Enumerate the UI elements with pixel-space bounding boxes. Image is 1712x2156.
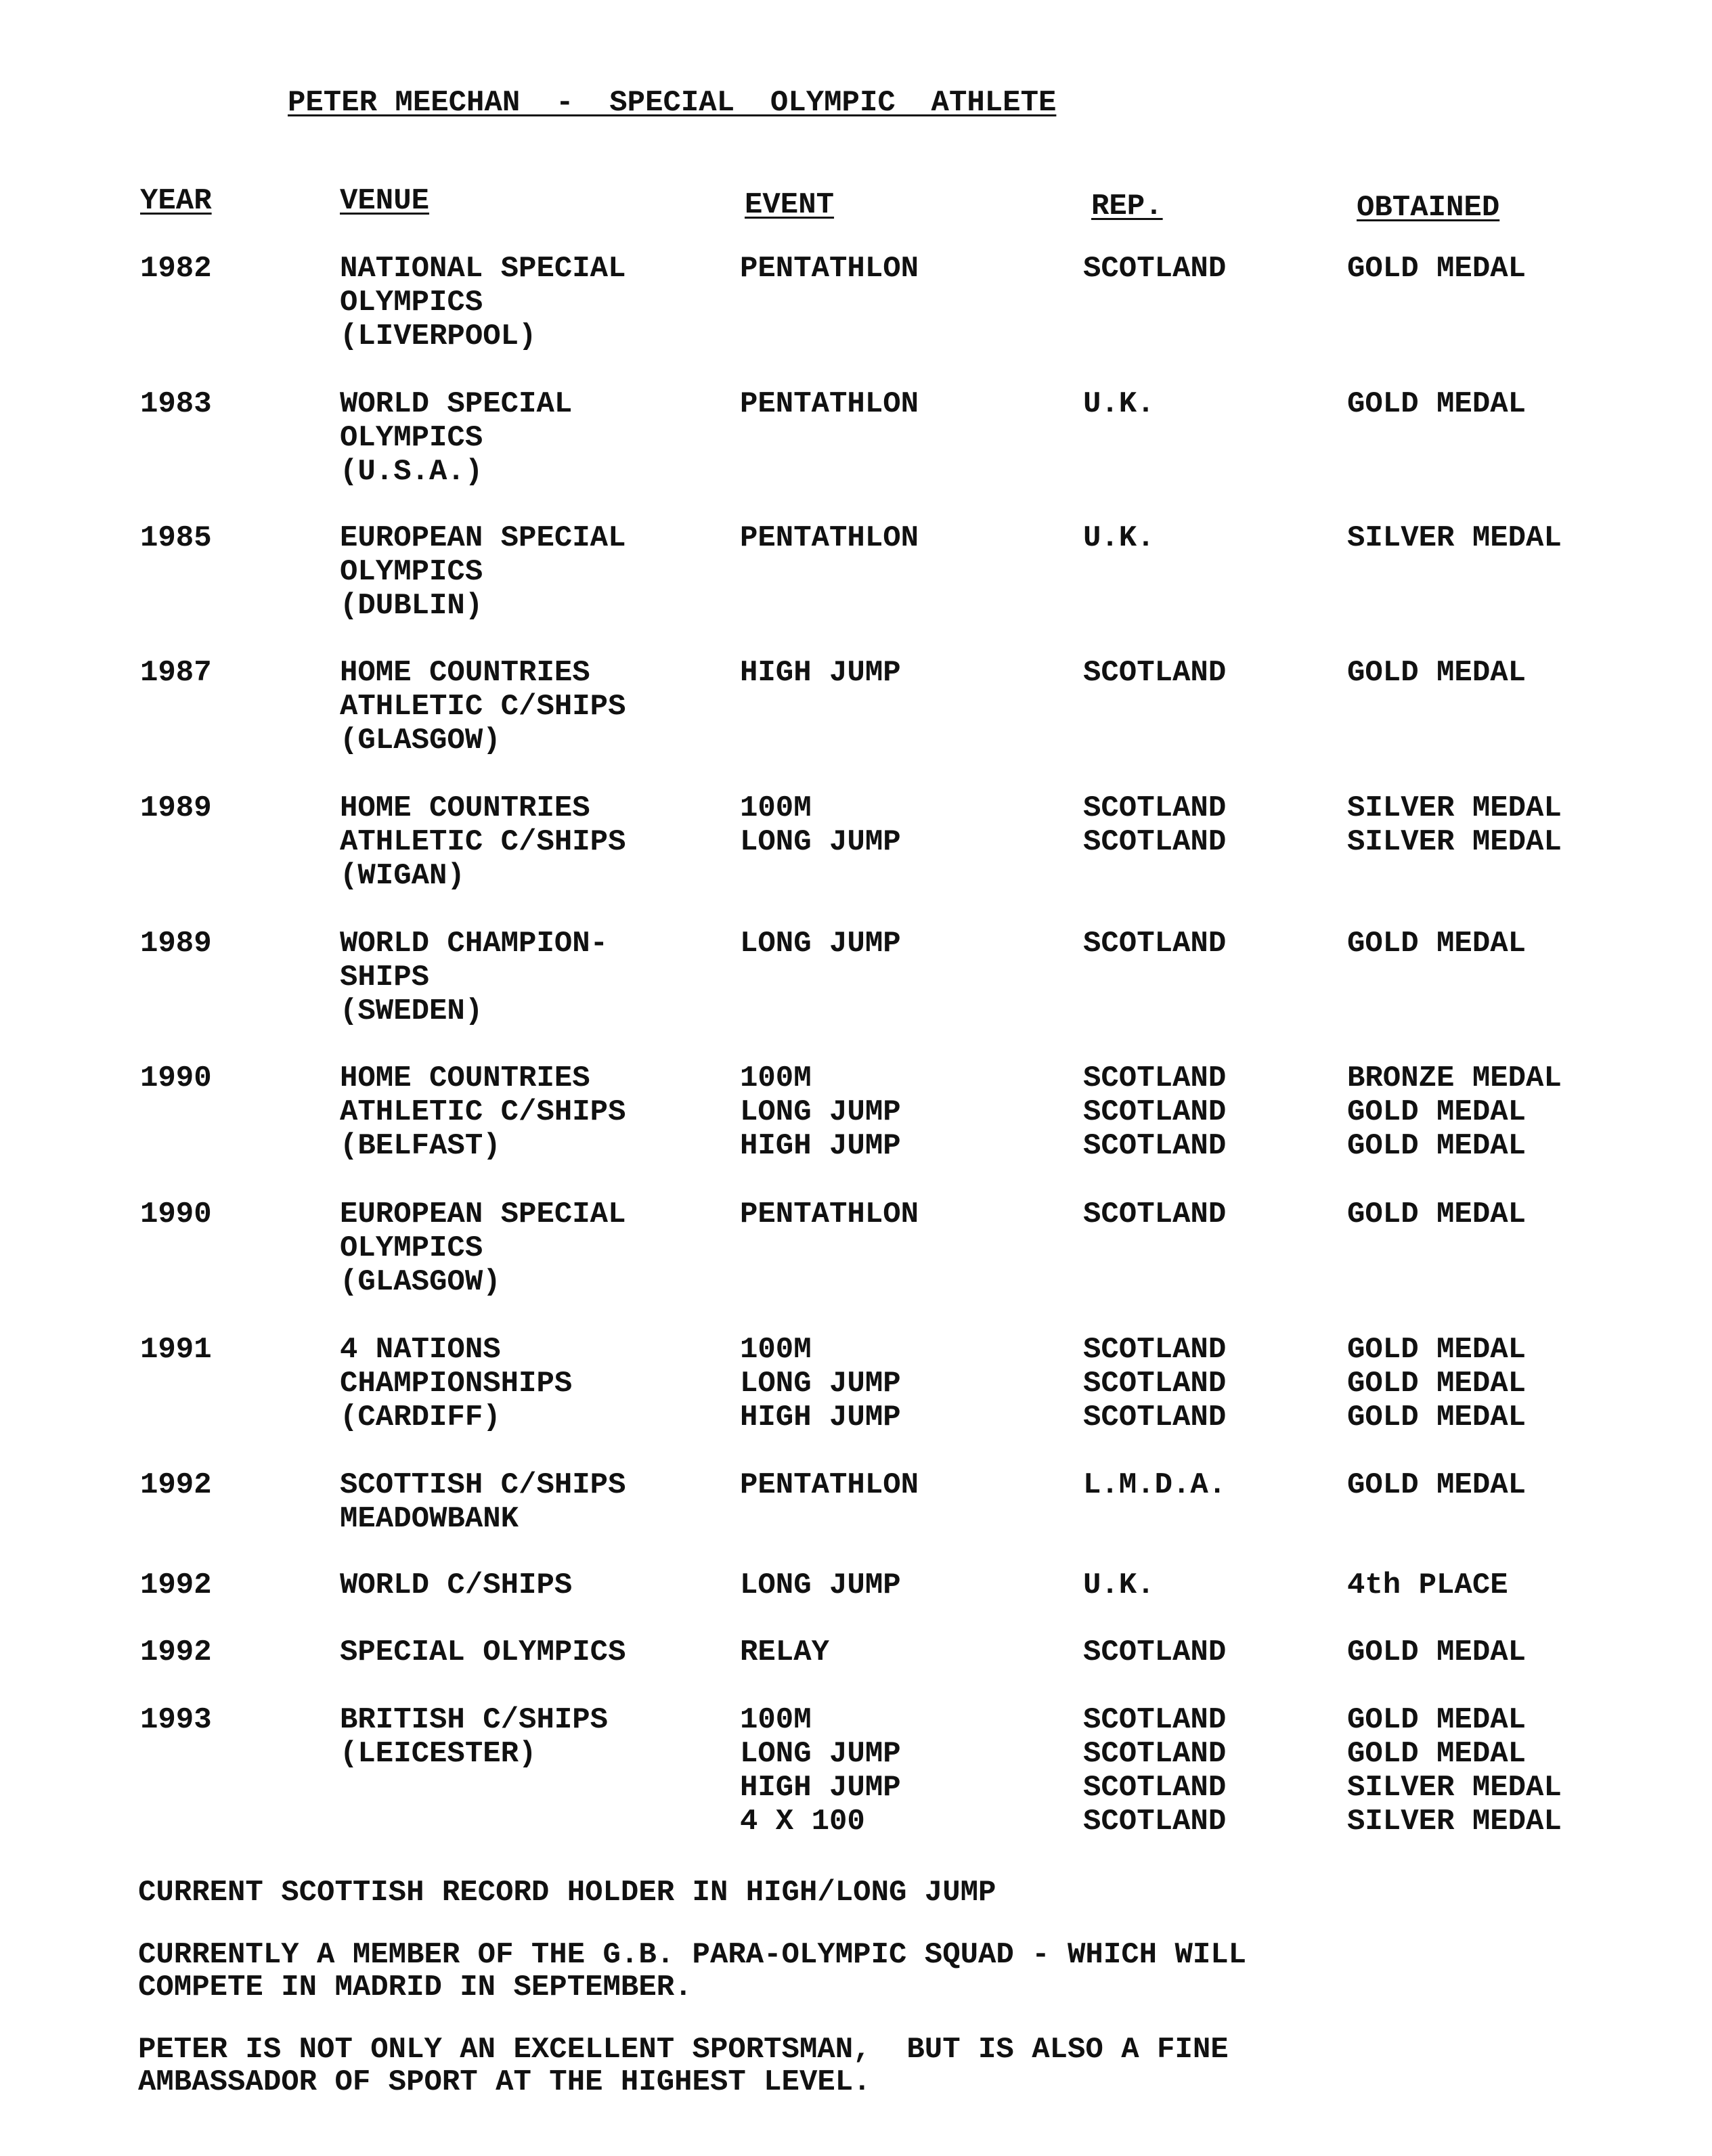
year-cell: 1982 <box>140 252 212 286</box>
rep-line: SCOTLAND <box>1083 1401 1227 1434</box>
venue-cell <box>340 252 625 353</box>
obtained-cell <box>1347 791 1562 859</box>
obtained-line: GOLD MEDAL <box>1347 1367 1527 1401</box>
venue-line: WORLD C/SHIPS <box>340 1568 573 1602</box>
event-line: LONG JUMP <box>740 1095 901 1129</box>
obtained-cell <box>1347 1061 1562 1163</box>
venue-line: OLYMPICS <box>340 1231 483 1265</box>
event-line: PENTATHLON <box>740 252 919 286</box>
venue-line: (WIGAN) <box>340 859 465 893</box>
rep-line: SCOTLAND <box>1083 1061 1227 1095</box>
rep-line: SCOTLAND <box>1083 927 1227 961</box>
venue-line: BRITISH C/SHIPS <box>340 1703 609 1737</box>
obtained-cell <box>1347 387 1526 421</box>
event-cell <box>740 387 919 421</box>
header-year: YEAR <box>140 184 212 218</box>
header-event: EVENT <box>745 188 835 222</box>
event-line: HIGH JUMP <box>740 1401 901 1434</box>
obtained-cell <box>1347 656 1526 690</box>
obtained-cell <box>1347 252 1526 286</box>
rep-line: SCOTLAND <box>1083 1129 1227 1163</box>
venue-line: EUROPEAN SPECIAL <box>340 1197 626 1231</box>
venue-line: NATIONAL SPECIAL <box>340 252 626 286</box>
rep-cell <box>1083 927 1226 961</box>
venue-line: OLYMPICS <box>340 421 483 455</box>
rep-line: U.K. <box>1083 521 1155 555</box>
venue-line: HOME COUNTRIES <box>340 791 590 825</box>
venue-cell <box>340 1061 625 1163</box>
event-line: PENTATHLON <box>740 521 919 555</box>
venue-line: HOME COUNTRIES <box>340 1061 590 1095</box>
rep-cell <box>1083 521 1155 555</box>
obtained-line: GOLD MEDAL <box>1347 252 1527 286</box>
event-cell <box>740 1635 829 1669</box>
event-line: HIGH JUMP <box>740 1129 901 1163</box>
venue-line: OLYMPICS <box>340 286 483 320</box>
venue-line: OLYMPICS <box>340 555 483 589</box>
venue-line: (GLASGOW) <box>340 724 501 757</box>
venue-line: WORLD CHAMPION- <box>340 927 609 961</box>
obtained-line: GOLD MEDAL <box>1347 1401 1527 1434</box>
year-cell: 1991 <box>140 1333 212 1367</box>
event-line: LONG JUMP <box>740 1737 901 1771</box>
event-cell <box>740 927 901 961</box>
obtained-line: GOLD MEDAL <box>1347 1468 1527 1502</box>
venue-cell <box>340 1635 625 1669</box>
venue-line: EUROPEAN SPECIAL <box>340 521 626 555</box>
obtained-line: GOLD MEDAL <box>1347 1737 1527 1771</box>
year-cell: 1990 <box>140 1197 212 1231</box>
event-line: LONG JUMP <box>740 825 901 859</box>
venue-line: 4 NATIONS <box>340 1333 501 1367</box>
obtained-cell <box>1347 927 1526 961</box>
event-cell <box>740 1333 901 1434</box>
venue-line: SCOTTISH C/SHIPS <box>340 1468 626 1502</box>
obtained-line: GOLD MEDAL <box>1347 1635 1527 1669</box>
event-cell <box>740 1568 901 1602</box>
event-line: 100M <box>740 791 812 825</box>
obtained-cell <box>1347 1568 1508 1602</box>
event-line: PENTATHLON <box>740 1468 919 1502</box>
venue-line: MEADOWBANK <box>340 1502 519 1536</box>
rep-cell <box>1083 656 1226 690</box>
venue-line: (SWEDEN) <box>340 994 483 1028</box>
rep-cell <box>1083 387 1155 421</box>
note-paragraph: CURRENT SCOTTISH RECORD HOLDER IN HIGH/LONG JUMP <box>138 1876 996 1910</box>
obtained-line: SILVER MEDAL <box>1347 791 1562 825</box>
rep-cell <box>1083 1197 1226 1231</box>
event-line: RELAY <box>740 1635 830 1669</box>
venue-line: (CARDIFF) <box>340 1401 501 1434</box>
document-title: PETER MEECHAN - SPECIAL OLYMPIC ATHLETE <box>288 86 1057 120</box>
venue-cell <box>340 656 625 757</box>
venue-cell <box>340 1468 625 1536</box>
venue-line: CHAMPIONSHIPS <box>340 1367 573 1401</box>
rep-line: SCOTLAND <box>1083 1737 1227 1771</box>
obtained-cell <box>1347 521 1562 555</box>
rep-cell <box>1083 1468 1226 1502</box>
obtained-cell <box>1347 1333 1526 1434</box>
event-cell <box>740 791 901 859</box>
obtained-line: SILVER MEDAL <box>1347 825 1562 859</box>
year-cell: 1985 <box>140 521 212 555</box>
rep-line: SCOTLAND <box>1083 1197 1227 1231</box>
year-cell: 1987 <box>140 656 212 690</box>
obtained-cell <box>1347 1703 1562 1839</box>
header-venue: VENUE <box>340 184 430 218</box>
venue-line: (BELFAST) <box>340 1129 501 1163</box>
rep-line: SCOTLAND <box>1083 1367 1227 1401</box>
event-line: LONG JUMP <box>740 1367 901 1401</box>
obtained-line: GOLD MEDAL <box>1347 1703 1527 1737</box>
year-cell: 1992 <box>140 1635 212 1669</box>
note-paragraph: PETER IS NOT ONLY AN EXCELLENT SPORTSMAN, BUT IS ALSO A FINE AMBASSADOR OF SPORT AT THE HIGHEST LEVEL. <box>138 2033 1229 2099</box>
venue-line: (DUBLIN) <box>340 589 483 623</box>
event-cell <box>740 1468 919 1502</box>
venue-line: SPECIAL OLYMPICS <box>340 1635 626 1669</box>
rep-line: SCOTLAND <box>1083 656 1227 690</box>
venue-line: (LEICESTER) <box>340 1737 537 1771</box>
note-paragraph: CURRENTLY A MEMBER OF THE G.B. PARA-OLYMPIC SQUAD - WHICH WILL COMPETE IN MADRID IN SEPTEMBER. <box>138 1938 1247 2004</box>
venue-line: (U.S.A.) <box>340 455 483 489</box>
venue-line: WORLD SPECIAL <box>340 387 573 421</box>
event-cell <box>740 521 919 555</box>
rep-line: SCOTLAND <box>1083 1805 1227 1839</box>
rep-cell <box>1083 1333 1226 1434</box>
obtained-line: GOLD MEDAL <box>1347 927 1527 961</box>
rep-cell <box>1083 1061 1226 1163</box>
obtained-cell <box>1347 1468 1526 1502</box>
event-cell <box>740 1703 901 1839</box>
venue-line: (GLASGOW) <box>340 1265 501 1299</box>
year-cell: 1989 <box>140 791 212 825</box>
event-line: 100M <box>740 1703 812 1737</box>
event-line: HIGH JUMP <box>740 656 901 690</box>
event-line: 100M <box>740 1061 812 1095</box>
year-cell: 1992 <box>140 1568 212 1602</box>
venue-line: ATHLETIC C/SHIPS <box>340 1095 626 1129</box>
venue-line: SHIPS <box>340 961 430 994</box>
event-cell <box>740 1061 901 1163</box>
year-cell: 1990 <box>140 1061 212 1095</box>
year-cell: 1993 <box>140 1703 212 1737</box>
obtained-line: SILVER MEDAL <box>1347 521 1562 555</box>
venue-cell <box>340 521 625 623</box>
venue-line: HOME COUNTRIES <box>340 656 590 690</box>
rep-line: SCOTLAND <box>1083 1635 1227 1669</box>
venue-cell <box>340 1197 625 1299</box>
rep-line: U.K. <box>1083 387 1155 421</box>
venue-cell <box>340 791 625 893</box>
rep-cell <box>1083 1635 1226 1669</box>
year-cell: 1992 <box>140 1468 212 1502</box>
rep-line: SCOTLAND <box>1083 825 1227 859</box>
header-obtained: OBTAINED <box>1357 191 1500 225</box>
event-line: 4 X 100 <box>740 1805 865 1839</box>
obtained-line: SILVER MEDAL <box>1347 1771 1562 1805</box>
event-cell <box>740 656 901 690</box>
rep-line: U.K. <box>1083 1568 1155 1602</box>
rep-cell <box>1083 1568 1155 1602</box>
rep-line: SCOTLAND <box>1083 1703 1227 1737</box>
rep-line: SCOTLAND <box>1083 791 1227 825</box>
obtained-cell <box>1347 1635 1526 1669</box>
venue-line: (LIVERPOOL) <box>340 320 537 353</box>
rep-line: L.M.D.A. <box>1083 1468 1227 1502</box>
rep-line: SCOTLAND <box>1083 252 1227 286</box>
year-cell: 1989 <box>140 927 212 961</box>
venue-cell <box>340 387 572 489</box>
event-line: 100M <box>740 1333 812 1367</box>
rep-line: SCOTLAND <box>1083 1333 1227 1367</box>
notes-section <box>138 1876 1627 2128</box>
obtained-line: GOLD MEDAL <box>1347 1197 1527 1231</box>
obtained-line: GOLD MEDAL <box>1347 1129 1527 1163</box>
year-cell: 1983 <box>140 387 212 421</box>
venue-line: ATHLETIC C/SHIPS <box>340 690 626 724</box>
event-cell <box>740 252 919 286</box>
obtained-line: GOLD MEDAL <box>1347 387 1527 421</box>
venue-cell <box>340 927 608 1028</box>
event-line: HIGH JUMP <box>740 1771 901 1805</box>
rep-cell <box>1083 1703 1226 1839</box>
obtained-line: 4th PLACE <box>1347 1568 1508 1602</box>
event-cell <box>740 1197 919 1231</box>
obtained-line: BRONZE MEDAL <box>1347 1061 1562 1095</box>
rep-cell <box>1083 791 1226 859</box>
event-line: LONG JUMP <box>740 927 901 961</box>
obtained-line: SILVER MEDAL <box>1347 1805 1562 1839</box>
event-line: PENTATHLON <box>740 387 919 421</box>
event-line: PENTATHLON <box>740 1197 919 1231</box>
header-rep: REP. <box>1091 190 1163 223</box>
rep-cell <box>1083 252 1226 286</box>
obtained-line: GOLD MEDAL <box>1347 1333 1527 1367</box>
rep-line: SCOTLAND <box>1083 1095 1227 1129</box>
venue-cell <box>340 1333 572 1434</box>
venue-line: ATHLETIC C/SHIPS <box>340 825 626 859</box>
obtained-line: GOLD MEDAL <box>1347 656 1527 690</box>
venue-cell <box>340 1703 608 1771</box>
obtained-line: GOLD MEDAL <box>1347 1095 1527 1129</box>
venue-cell <box>340 1568 572 1602</box>
obtained-cell <box>1347 1197 1526 1231</box>
rep-line: SCOTLAND <box>1083 1771 1227 1805</box>
event-line: LONG JUMP <box>740 1568 901 1602</box>
